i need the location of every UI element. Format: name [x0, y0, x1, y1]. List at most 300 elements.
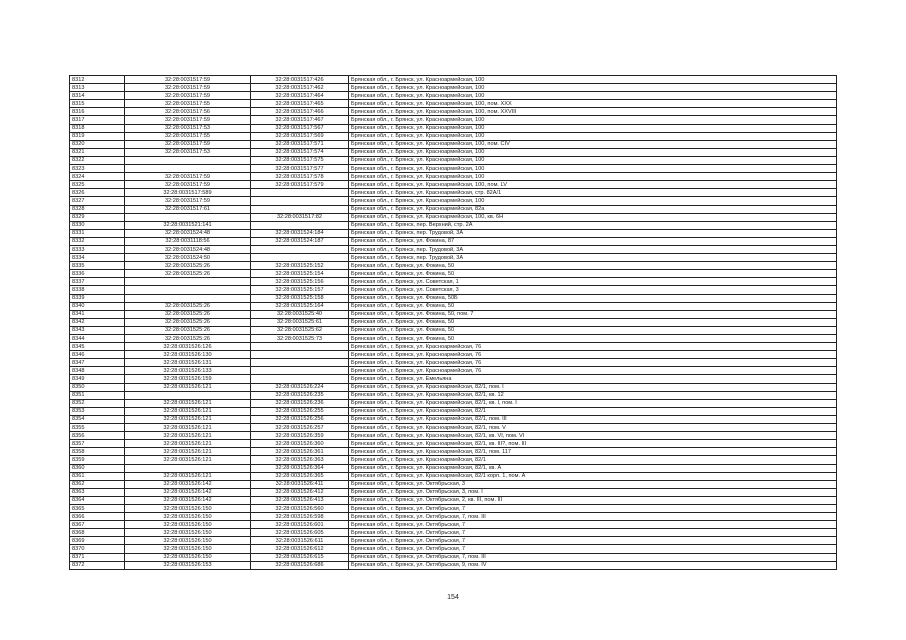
parcel-cadastral-number-cell: 32:28:0031526:133: [125, 367, 251, 375]
row-number-cell: 8365: [70, 504, 125, 512]
object-cadastral-number-cell: 32:28:0031517:567: [251, 124, 349, 132]
parcel-cadastral-number-cell: 32:28:0031526:126: [125, 343, 251, 351]
table-row: [70, 262, 837, 270]
address-cell: Брянская обл., г. Брянск, ул. Красноармейская, 100, пом. CIV: [349, 140, 837, 148]
row-number-cell: 8340: [70, 302, 125, 310]
row-number-cell: 8348: [70, 367, 125, 375]
row-number-cell: 8338: [70, 286, 125, 294]
parcel-cadastral-number-cell: 32:28:0031526:150: [125, 545, 251, 553]
table-row: [70, 181, 837, 189]
parcel-cadastral-number-cell: 32:28:0031526:130: [125, 351, 251, 359]
row-number-cell: 8334: [70, 254, 125, 262]
table-row: [70, 132, 837, 140]
parcel-cadastral-number-cell: 32:28:0031526:142: [125, 480, 251, 488]
row-number-cell: 8351: [70, 391, 125, 399]
object-cadastral-number-cell: 32:28:0031517:464: [251, 92, 349, 100]
row-number-cell: 8343: [70, 326, 125, 334]
address-cell: Брянская обл., г. Брянск, ул. Октябрьская, 7: [349, 529, 837, 537]
table-row: [70, 84, 837, 92]
address-cell: Брянская обл., г. Брянск, ул. Емельяна: [349, 375, 837, 383]
parcel-cadastral-number-cell: 32:28:0031526:150: [125, 513, 251, 521]
row-number-cell: 8354: [70, 415, 125, 423]
object-cadastral-number-cell: 32:28:0031525:158: [251, 294, 349, 302]
table-row: [70, 245, 837, 253]
parcel-cadastral-number-cell: 32:28:0031517:59: [125, 140, 251, 148]
table-row: [70, 108, 837, 116]
parcel-cadastral-number-cell: 32:28:0031526:150: [125, 553, 251, 561]
object-cadastral-number-cell: 32:28:0031526:601: [251, 521, 349, 529]
object-cadastral-number-cell: 32:28:0031526:235: [251, 391, 349, 399]
object-cadastral-number-cell: 32:28:0031525:61: [251, 318, 349, 326]
parcel-cadastral-number-cell: 32:28:0031517:59: [125, 116, 251, 124]
table-row: [70, 472, 837, 480]
table-row: [70, 294, 837, 302]
row-number-cell: 8341: [70, 310, 125, 318]
parcel-cadastral-number-cell: 32:28:0031526:150: [125, 504, 251, 512]
row-number-cell: 8312: [70, 76, 125, 84]
parcel-cadastral-number-cell: 32:28:0031517:53: [125, 124, 251, 132]
parcel-cadastral-number-cell: 32:28:0031526:150: [125, 529, 251, 537]
address-cell: Брянская обл., г. Брянск, ул. Октябрьская, 9, пом. IV: [349, 561, 837, 569]
object-cadastral-number-cell: 32:28:0031526:363: [251, 456, 349, 464]
table-row: [70, 440, 837, 448]
address-cell: Брянская обл., г. Брянск, ул. Фокина, 50Б: [349, 294, 837, 302]
object-cadastral-number-cell: [251, 205, 349, 213]
object-cadastral-number-cell: 32:28:0031526:560: [251, 504, 349, 512]
table-row: [70, 205, 837, 213]
address-cell: Брянская обл., г. Брянск, ул. Красноармейская, 100: [349, 132, 837, 140]
object-cadastral-number-cell: [251, 197, 349, 205]
address-cell: Брянская обл., г. Брянск, ул. Красноармейская, стр. 82А/1: [349, 189, 837, 197]
address-cell: Брянская обл., г. Брянск, ул. Октябрьская, 7: [349, 504, 837, 512]
table-row: [70, 116, 837, 124]
parcel-cadastral-number-cell: [125, 165, 251, 173]
parcel-cadastral-number-cell: 32:28:0031524:48: [125, 245, 251, 253]
row-number-cell: 8350: [70, 383, 125, 391]
object-cadastral-number-cell: 32:28:0031525:152: [251, 262, 349, 270]
object-cadastral-number-cell: 32:28:0031517:571: [251, 140, 349, 148]
address-cell: Брянская обл., г. Брянск, ул. Октябрьская, 3, пом. I: [349, 488, 837, 496]
object-cadastral-number-cell: 32:28:0031526:615: [251, 553, 349, 561]
table-row: [70, 351, 837, 359]
object-cadastral-number-cell: 32:28:0031526:256: [251, 415, 349, 423]
object-cadastral-number-cell: 32:28:0031526:605: [251, 529, 349, 537]
row-number-cell: 8330: [70, 221, 125, 229]
object-cadastral-number-cell: 32:28:0031526:411: [251, 480, 349, 488]
object-cadastral-number-cell: 32:28:0031526:255: [251, 407, 349, 415]
address-cell: Брянская обл., г. Брянск, ул. Красноармейская, 100: [349, 92, 837, 100]
object-cadastral-number-cell: [251, 375, 349, 383]
table-row: [70, 76, 837, 84]
table-row: [70, 173, 837, 181]
table-row: [70, 310, 837, 318]
row-number-cell: 8317: [70, 116, 125, 124]
address-cell: Брянская обл., г. Брянск, ул. Красноармейская, 100: [349, 148, 837, 156]
row-number-cell: 8335: [70, 262, 125, 270]
row-number-cell: 8358: [70, 448, 125, 456]
parcel-cadastral-number-cell: 32:28:0031524:50: [125, 254, 251, 262]
object-cadastral-number-cell: 32:28:0031526:224: [251, 383, 349, 391]
object-cadastral-number-cell: 32:28:0031526:361: [251, 448, 349, 456]
table-row: [70, 432, 837, 440]
address-cell: Брянская обл., г. Брянск, ул. Октябрьская, 2, кв. III, пом. III: [349, 496, 837, 504]
object-cadastral-number-cell: [251, 351, 349, 359]
parcel-cadastral-number-cell: 32:28:0031517:59: [125, 173, 251, 181]
parcel-cadastral-number-cell: [125, 294, 251, 302]
parcel-cadastral-number-cell: [125, 286, 251, 294]
address-cell: Брянская обл., г. Брянск, ул. Октябрьская, 7, пом. III: [349, 553, 837, 561]
address-cell: Брянская обл., г. Брянск, пер. Верхний, стр. 2А: [349, 221, 837, 229]
table-row: [70, 92, 837, 100]
table-row: [70, 415, 837, 423]
object-cadastral-number-cell: 32:28:0031517:465: [251, 100, 349, 108]
parcel-cadastral-number-cell: 32:28:0031517:61: [125, 205, 251, 213]
address-cell: Брянская обл., г. Брянск, ул. Фокина, 50: [349, 318, 837, 326]
address-cell: Брянская обл., г. Брянск, ул. Фокина, 50: [349, 326, 837, 334]
address-cell: Брянская обл., г. Брянск, ул. Фокина, 50: [349, 262, 837, 270]
address-cell: Брянская обл., г. Брянск, ул. Красноармейская, 82/1, пом. 117: [349, 448, 837, 456]
row-number-cell: 8360: [70, 464, 125, 472]
table-row: [70, 553, 837, 561]
address-cell: Брянская обл., г. Брянск, ул. Красноармейская, 100: [349, 84, 837, 92]
table-row: [70, 100, 837, 108]
table-row: [70, 529, 837, 537]
address-cell: Брянская обл., г. Брянск, пер. Трудовой, 3А: [349, 229, 837, 237]
parcel-cadastral-number-cell: 32:28:0031525:26: [125, 326, 251, 334]
table-row: [70, 537, 837, 545]
object-cadastral-number-cell: 32:28:0031526:236: [251, 399, 349, 407]
row-number-cell: 8318: [70, 124, 125, 132]
row-number-cell: 8316: [70, 108, 125, 116]
table-row: [70, 464, 837, 472]
address-cell: Брянская обл., г. Брянск, ул. Фокина, 50: [349, 302, 837, 310]
table-row: [70, 359, 837, 367]
row-number-cell: 8372: [70, 561, 125, 569]
parcel-cadastral-number-cell: [125, 156, 251, 164]
row-number-cell: 8363: [70, 488, 125, 496]
parcel-cadastral-number-cell: 32:28:0031517:59: [125, 197, 251, 205]
row-number-cell: 8333: [70, 245, 125, 253]
row-number-cell: 8359: [70, 456, 125, 464]
row-number-cell: 8323: [70, 165, 125, 173]
registry-table: [69, 75, 837, 570]
object-cadastral-number-cell: [251, 245, 349, 253]
row-number-cell: 8339: [70, 294, 125, 302]
row-number-cell: 8319: [70, 132, 125, 140]
table-row: [70, 165, 837, 173]
parcel-cadastral-number-cell: 32:28:0031526:121: [125, 456, 251, 464]
parcel-cadastral-number-cell: 32:28:0031525:26: [125, 335, 251, 343]
parcel-cadastral-number-cell: [125, 278, 251, 286]
parcel-cadastral-number-cell: 32:28:0031526:121: [125, 407, 251, 415]
parcel-cadastral-number-cell: 32:28:0031526:121: [125, 472, 251, 480]
address-cell: Брянская обл., г. Брянск, пер. Трудовой, 3А: [349, 254, 837, 262]
object-cadastral-number-cell: 32:28:0031525:40: [251, 310, 349, 318]
address-cell: Брянская обл., г. Брянск, ул. Красноармейская, 82/1, кв. I, пом. I: [349, 399, 837, 407]
object-cadastral-number-cell: 32:28:0031525:156: [251, 278, 349, 286]
row-number-cell: 8331: [70, 229, 125, 237]
row-number-cell: 8368: [70, 529, 125, 537]
address-cell: Брянская обл., г. Брянск, ул. Красноармейская, 82/1: [349, 407, 837, 415]
address-cell: Брянская обл., г. Брянск, ул. Красноармейская, 100: [349, 165, 837, 173]
parcel-cadastral-number-cell: 32:28:0031526:121: [125, 415, 251, 423]
row-number-cell: 8327: [70, 197, 125, 205]
address-cell: Брянская обл., г. Брянск, ул. Красноармейская, 100: [349, 156, 837, 164]
object-cadastral-number-cell: 32:28:0031517:569: [251, 132, 349, 140]
row-number-cell: 8347: [70, 359, 125, 367]
table-row: [70, 189, 837, 197]
address-cell: Брянская обл., г. Брянск, ул. Красноармейская, 82/1, пом. III: [349, 415, 837, 423]
row-number-cell: 8366: [70, 513, 125, 521]
row-number-cell: 8315: [70, 100, 125, 108]
object-cadastral-number-cell: 32:28:0031524:184: [251, 229, 349, 237]
address-cell: Брянская обл., г. Брянск, ул. Октябрьская, 3: [349, 480, 837, 488]
address-cell: Брянская обл., г. Брянск, ул. Октябрьская, 7: [349, 545, 837, 553]
table-row: [70, 545, 837, 553]
address-cell: Брянская обл., г. Брянск, ул. Красноармейская, 82/1, пом. V: [349, 424, 837, 432]
row-number-cell: 8342: [70, 318, 125, 326]
address-cell: Брянская обл., г. Брянск, ул. Красноармейская, 100: [349, 124, 837, 132]
parcel-cadastral-number-cell: 32:28:0031517:56: [125, 108, 251, 116]
parcel-cadastral-number-cell: 32:28:0031517:55: [125, 100, 251, 108]
object-cadastral-number-cell: 32:28:0031525:73: [251, 335, 349, 343]
parcel-cadastral-number-cell: [125, 391, 251, 399]
address-cell: Брянская обл., г. Брянск, ул. Красноармейская, 100: [349, 116, 837, 124]
address-cell: Брянская обл., г. Брянск, ул. Красноармейская, 100, пом. XXX: [349, 100, 837, 108]
address-cell: Брянская обл., г. Брянск, ул. Красноармейская, 76: [349, 367, 837, 375]
address-cell: Брянская обл., г. Брянск, ул. Фокина, 50: [349, 270, 837, 278]
row-number-cell: 8370: [70, 545, 125, 553]
row-number-cell: 8345: [70, 343, 125, 351]
parcel-cadastral-number-cell: 32:28:0031526:153: [125, 561, 251, 569]
address-cell: Брянская обл., г. Брянск, ул. Красноармейская, 100, пом. LV: [349, 181, 837, 189]
address-cell: Брянская обл., г. Брянск, ул. Красноармейская, 82/1, пом. I: [349, 383, 837, 391]
parcel-cadastral-number-cell: 32:28:0031118:56: [125, 237, 251, 245]
object-cadastral-number-cell: 32:28:0031525:157: [251, 286, 349, 294]
object-cadastral-number-cell: [251, 367, 349, 375]
object-cadastral-number-cell: 32:28:0031526:359: [251, 432, 349, 440]
object-cadastral-number-cell: 32:28:0031517:577: [251, 165, 349, 173]
row-number-cell: 8352: [70, 399, 125, 407]
parcel-cadastral-number-cell: 32:28:0031526:121: [125, 399, 251, 407]
address-cell: Брянская обл., г. Брянск, ул. Октябрьская, 7: [349, 521, 837, 529]
address-cell: Брянская обл., г. Брянск, ул. Красноармейская, 82/1, кв. 12: [349, 391, 837, 399]
address-cell: Брянская обл., г. Брянск, ул. Красноармейская, 82/1, кв. VI, пом. VI: [349, 432, 837, 440]
object-cadastral-number-cell: 32:28:0031526:360: [251, 440, 349, 448]
table-row: [70, 318, 837, 326]
table-row: [70, 375, 837, 383]
row-number-cell: 8344: [70, 335, 125, 343]
table-row: [70, 367, 837, 375]
table-row: [70, 383, 837, 391]
address-cell: Брянская обл., г. Брянск, ул. Красноармейская, 82/1, кв. III?, пом. III: [349, 440, 837, 448]
object-cadastral-number-cell: 32:28:0031526:686: [251, 561, 349, 569]
row-number-cell: 8355: [70, 424, 125, 432]
address-cell: Брянская обл., г. Брянск, ул. Красноармейская, 100, кв. 6Н: [349, 213, 837, 221]
address-cell: Брянская обл., г. Брянск, ул. Красноармейская, 76: [349, 351, 837, 359]
registry-table-body: [70, 76, 837, 570]
parcel-cadastral-number-cell: 32:28:0031517:589: [125, 189, 251, 197]
address-cell: Брянская обл., г. Брянск, ул. Красноармейская, 100, пом. XXVIII: [349, 108, 837, 116]
table-row: [70, 561, 837, 569]
parcel-cadastral-number-cell: 32:28:0031525:26: [125, 302, 251, 310]
address-cell: Брянская обл., г. Брянск, ул. Октябрьская, 7, пом. III: [349, 513, 837, 521]
table-row: [70, 488, 837, 496]
table-row: [70, 302, 837, 310]
parcel-cadastral-number-cell: 32:28:0031525:26: [125, 270, 251, 278]
address-cell: Брянская обл., г. Брянск, ул. Фокина, 50: [349, 335, 837, 343]
object-cadastral-number-cell: 32:28:0031526:413: [251, 496, 349, 504]
parcel-cadastral-number-cell: 32:28:0031526:159: [125, 375, 251, 383]
table-row: [70, 278, 837, 286]
parcel-cadastral-number-cell: 32:28:0031517:53: [125, 148, 251, 156]
address-cell: Брянская обл., г. Брянск, ул. Октябрьская, 7: [349, 537, 837, 545]
parcel-cadastral-number-cell: 32:28:0031526:142: [125, 488, 251, 496]
table-row: [70, 213, 837, 221]
row-number-cell: 8356: [70, 432, 125, 440]
parcel-cadastral-number-cell: 32:28:0031524:48: [125, 229, 251, 237]
table-row: [70, 326, 837, 334]
page-number: 154: [447, 594, 459, 601]
table-row: [70, 156, 837, 164]
table-row: [70, 480, 837, 488]
row-number-cell: 8332: [70, 237, 125, 245]
row-number-cell: 8322: [70, 156, 125, 164]
parcel-cadastral-number-cell: 32:28:0031517:59: [125, 76, 251, 84]
table-row: [70, 496, 837, 504]
row-number-cell: 8314: [70, 92, 125, 100]
row-number-cell: 8361: [70, 472, 125, 480]
object-cadastral-number-cell: 32:28:0031526:257: [251, 424, 349, 432]
row-number-cell: 8320: [70, 140, 125, 148]
table-row: [70, 513, 837, 521]
address-cell: Брянская обл., г. Брянск, ул. Красноармейская, 100: [349, 76, 837, 84]
table-row: [70, 124, 837, 132]
address-cell: Брянская обл., г. Брянск, ул. Фокина, 50, пом. 7: [349, 310, 837, 318]
address-cell: Брянская обл., г. Брянск, ул. Советская, 3: [349, 286, 837, 294]
parcel-cadastral-number-cell: 32:28:0031526:150: [125, 537, 251, 545]
row-number-cell: 8349: [70, 375, 125, 383]
row-number-cell: 8367: [70, 521, 125, 529]
table-row: [70, 197, 837, 205]
address-cell: Брянская обл., г. Брянск, ул. Советская, 1: [349, 278, 837, 286]
row-number-cell: 8321: [70, 148, 125, 156]
object-cadastral-number-cell: [251, 359, 349, 367]
table-row: [70, 399, 837, 407]
row-number-cell: 8324: [70, 173, 125, 181]
row-number-cell: 8326: [70, 189, 125, 197]
object-cadastral-number-cell: 32:28:0031517:466: [251, 108, 349, 116]
parcel-cadastral-number-cell: 32:28:0031517:55: [125, 132, 251, 140]
row-number-cell: 8364: [70, 496, 125, 504]
row-number-cell: 8369: [70, 537, 125, 545]
table-row: [70, 229, 837, 237]
table-row: [70, 456, 837, 464]
parcel-cadastral-number-cell: 32:28:0031526:150: [125, 521, 251, 529]
address-cell: Брянская обл., г. Брянск, пер. Трудовой, 3А: [349, 245, 837, 253]
address-cell: Брянская обл., г. Брянск, ул. Красноармейская, 76: [349, 343, 837, 351]
address-cell: Брянская обл., г. Брянск, ул. Красноармейская, 82а: [349, 205, 837, 213]
object-cadastral-number-cell: [251, 221, 349, 229]
object-cadastral-number-cell: 32:28:0031524:187: [251, 237, 349, 245]
object-cadastral-number-cell: [251, 254, 349, 262]
object-cadastral-number-cell: 32:28:0031525:164: [251, 302, 349, 310]
parcel-cadastral-number-cell: 32:28:0031517:59: [125, 92, 251, 100]
row-number-cell: 8328: [70, 205, 125, 213]
table-row: [70, 140, 837, 148]
parcel-cadastral-number-cell: 32:28:0031526:121: [125, 440, 251, 448]
object-cadastral-number-cell: [251, 189, 349, 197]
address-cell: Брянская обл., г. Брянск, ул. Красноармейская, 82/1 корп. 1, пом. А: [349, 472, 837, 480]
object-cadastral-number-cell: 32:28:0031517:82: [251, 213, 349, 221]
object-cadastral-number-cell: 32:28:0031517:426: [251, 76, 349, 84]
table-row: [70, 448, 837, 456]
table-row: [70, 335, 837, 343]
object-cadastral-number-cell: [251, 343, 349, 351]
object-cadastral-number-cell: 32:28:0031517:575: [251, 156, 349, 164]
object-cadastral-number-cell: 32:28:0031526:364: [251, 464, 349, 472]
parcel-cadastral-number-cell: 32:28:0031526:121: [125, 432, 251, 440]
parcel-cadastral-number-cell: 32:28:0031526:142: [125, 496, 251, 504]
address-cell: Брянская обл., г. Брянск, ул. Красноармейская, 100: [349, 173, 837, 181]
row-number-cell: 8313: [70, 84, 125, 92]
object-cadastral-number-cell: 32:28:0031517:574: [251, 148, 349, 156]
parcel-cadastral-number-cell: [125, 464, 251, 472]
object-cadastral-number-cell: 32:28:0031526:611: [251, 537, 349, 545]
address-cell: Брянская обл., г. Брянск, ул. Красноармейская, 76: [349, 359, 837, 367]
object-cadastral-number-cell: 32:28:0031526:612: [251, 545, 349, 553]
parcel-cadastral-number-cell: 32:28:0031517:59: [125, 84, 251, 92]
parcel-cadastral-number-cell: 32:28:0031525:26: [125, 310, 251, 318]
parcel-cadastral-number-cell: 32:28:0031525:26: [125, 318, 251, 326]
table-row: [70, 407, 837, 415]
table-row: [70, 521, 837, 529]
object-cadastral-number-cell: 32:28:0031525:62: [251, 326, 349, 334]
table-row: [70, 391, 837, 399]
object-cadastral-number-cell: 32:28:0031526:412: [251, 488, 349, 496]
object-cadastral-number-cell: 32:28:0031517:462: [251, 84, 349, 92]
row-number-cell: 8325: [70, 181, 125, 189]
parcel-cadastral-number-cell: 32:28:0031526:121: [125, 424, 251, 432]
table-row: [70, 237, 837, 245]
row-number-cell: 8337: [70, 278, 125, 286]
parcel-cadastral-number-cell: 32:28:0031517:59: [125, 181, 251, 189]
parcel-cadastral-number-cell: [125, 213, 251, 221]
object-cadastral-number-cell: 32:28:0031517:578: [251, 173, 349, 181]
table-row: [70, 221, 837, 229]
table-row: [70, 424, 837, 432]
object-cadastral-number-cell: 32:28:0031517:579: [251, 181, 349, 189]
row-number-cell: 8371: [70, 553, 125, 561]
row-number-cell: 8357: [70, 440, 125, 448]
object-cadastral-number-cell: 32:28:0031525:154: [251, 270, 349, 278]
parcel-cadastral-number-cell: 32:28:0031525:26: [125, 262, 251, 270]
address-cell: Брянская обл., г. Брянск, ул. Красноармейская, 82/1: [349, 456, 837, 464]
table-row: [70, 343, 837, 351]
parcel-cadastral-number-cell: 32:28:0031521:141: [125, 221, 251, 229]
table-row: [70, 254, 837, 262]
row-number-cell: 8353: [70, 407, 125, 415]
table-row: [70, 504, 837, 512]
object-cadastral-number-cell: 32:28:0031526:598: [251, 513, 349, 521]
address-cell: Брянская обл., г. Брянск, ул. Красноармейская, 82/1, кв. А: [349, 464, 837, 472]
parcel-cadastral-number-cell: 32:28:0031526:121: [125, 383, 251, 391]
row-number-cell: 8362: [70, 480, 125, 488]
parcel-cadastral-number-cell: 32:28:0031526:121: [125, 448, 251, 456]
object-cadastral-number-cell: 32:28:0031517:467: [251, 116, 349, 124]
row-number-cell: 8329: [70, 213, 125, 221]
address-cell: Брянская обл., г. Брянск, ул. Фокина, 87: [349, 237, 837, 245]
